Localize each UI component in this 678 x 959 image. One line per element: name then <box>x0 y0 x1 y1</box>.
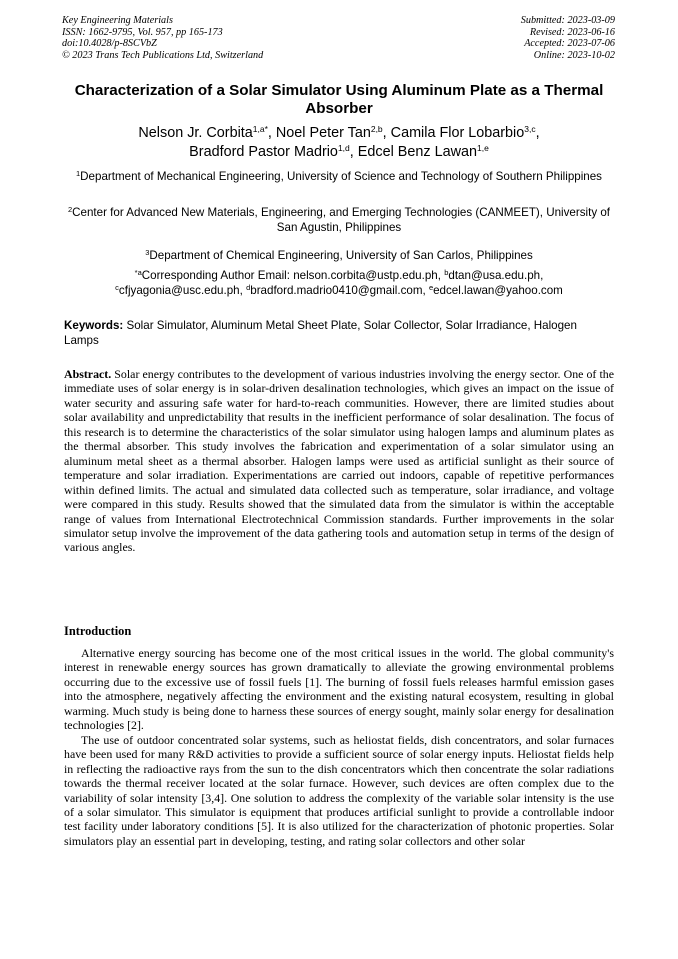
author-sep: , <box>267 125 276 141</box>
affiliation-text: Department of Chemical Engineering, University of San Carlos, Philippines <box>149 249 533 262</box>
paragraph: The use of outdoor concentrated solar systems, such as heliostat fields, dish concentrators, and solar furnaces have been used for many R&D activities to provide a sufficient source of solar energy inputs. Heliostat fields help in reflecting the radioactive rays from the sun to the dish concentrators which then concentrate the solar radiations towards the thermal receiver located at the solar furnace. However, such devices are often complex due to the variability of solar intensity [3,4]. One solution to address the complexity of the variable solar intensity is the use of a solar simulator. This simulator is equipment that produces artificial sunlight to provide a controllable indoor test facility under laboratory conditions [5]. It is also utilized for the characterization of photonic properties. Solar simulators play an essential part in developing, testing, and rating solar collectors and other solar <box>64 732 614 848</box>
journal-info <box>62 15 263 61</box>
email-link[interactable]: dtan@usa.edu.ph <box>448 269 541 282</box>
email-sup: e <box>428 283 434 292</box>
date-online: Online: 2023-10-02 <box>533 49 615 61</box>
author-sup: 1,a* <box>252 124 268 134</box>
email-sup: *a <box>134 268 142 277</box>
email-link[interactable]: nelson.corbita@ustp.edu.ph <box>293 269 438 282</box>
introduction-body <box>64 646 614 848</box>
author-list <box>60 124 618 161</box>
journal-doi: doi:10.4028/p-8SCVbZ <box>62 38 157 50</box>
paper-title: Characterization of a Solar Simulator Using Aluminum Plate as a Thermal Absorber <box>74 82 604 117</box>
email-link[interactable]: cfjyagonia@usc.edu.ph <box>118 284 240 297</box>
email-sup: d <box>246 283 251 292</box>
affiliation-sup: 2 <box>67 205 73 214</box>
abstract-label: Abstract. <box>64 367 112 381</box>
email-sup: c <box>115 283 119 292</box>
paragraph: Alternative energy sourcing has become one of the most critical issues in the world. The global community's interest in renewable energy sources has grown dramatically to alleviate the growing environmental problems occurring due to the excessive use of fossil fuels [1]. The burning of fossil fuels releases harmful emission gases into the atmosphere, negatively affecting the environment and the existing natural ecosystem, resulting in global warming. Much study is being done to harness these sources of energy sought, mainly solar energy for desalination technologies [2]. <box>64 646 614 733</box>
email-link[interactable]: bradford.madrio0410@gmail.com <box>250 284 423 297</box>
author-sep: , <box>535 125 540 141</box>
author-sep: , <box>349 143 358 160</box>
author-sup: 1,d <box>337 142 350 153</box>
keywords-label: Keywords: <box>64 319 124 332</box>
abstract-text: Solar energy contributes to the development of various industries involving the energy sector. One of the immediate uses of solar energy is in solar-driven desalination technologies, which gives an impact on the issue of water security and assuring safe water for hard-to-reach communities. However, there are limited studies about solar availability and unpredictability that results in the inefficient performance of solar desalination. The focus of this research is to determine the characteristics of the solar simulator using halogen lamps and aluminum plates as the thermal absorber. This study involves the fabrication and experimentation of a solar simulator using an aluminum metal sheet as a thermal absorber. Halogen lamps were used as artificial sunlight as their source of temperature and solar irradiation. Experimentations are carried out indoors, capable of repetitive performances within defined limits. The actual and simulated data collected such as temperature, solar irradiance, and voltage were compared in this study. Results showed that the simulated data from the simulator is within the acceptable range of values from International Electrotechnical Commission standards. Further improvements in the solar simulator setup involve the improvement of the data gathering tools and automation setup in terms of the design of various angles. <box>64 367 614 555</box>
author-sep: , <box>382 125 391 141</box>
affiliation-1 <box>64 169 614 184</box>
corresponding-label: Corresponding Author Email: <box>141 269 294 282</box>
author-name: Bradford Pastor Madrio <box>189 143 338 160</box>
journal-issn: ISSN: 1662-9795, Vol. 957, pp 165-173 <box>62 26 223 38</box>
author-name: Nelson Jr. Corbita <box>138 125 253 141</box>
author-name: Noel Peter Tan <box>275 125 371 141</box>
author-name: Edcel Benz Lawan <box>357 143 477 160</box>
journal-name: Key Engineering Materials <box>62 15 173 26</box>
affiliation-sup: 1 <box>76 169 81 178</box>
date-accepted: Accepted: 2023-07-06 <box>524 38 615 50</box>
journal-copyright: © 2023 Trans Tech Publications Ltd, Switzerland <box>62 49 264 61</box>
author-sup: 1,e <box>476 142 489 153</box>
author-sup: 2,b <box>370 124 383 134</box>
affiliation-text: Department of Mechanical Engineering, University of Science and Technology of Southern Philippines <box>80 170 602 183</box>
email-sup: b <box>444 268 449 277</box>
affiliation-sup: 3 <box>145 248 150 257</box>
keywords-text: Solar Simulator, Aluminum Metal Sheet Plate, Solar Collector, Solar Irradiance, Halogen Lamps <box>64 319 577 347</box>
author-name: Camila Flor Lobarbio <box>390 125 525 141</box>
affiliation-text: Center for Advanced New Materials, Engineering, and Emerging Technologies (CANMEET), University of San Agustin, Philippines <box>72 206 611 234</box>
author-sup: 3,c <box>524 124 536 134</box>
email-link[interactable]: edcel.lawan@yahoo.com <box>433 284 563 297</box>
keywords <box>64 318 614 348</box>
submission-dates <box>521 15 615 61</box>
date-revised: Revised: 2023-06-16 <box>529 26 615 38</box>
section-heading-introduction: Introduction <box>64 624 132 638</box>
abstract <box>64 367 614 555</box>
affiliation-3 <box>64 248 614 263</box>
corresponding-emails: $^{*a}$Corresponding Author Email: nelson.corbita@ustp.edu.ph, $^b$dtan@usa.edu.ph, $^c$cfjyagonia@usc.edu.ph, $^d$bradford.madrio0410@gmail.com, $^e$edcel.lawan@yahoo.com <box>115 268 563 297</box>
affiliation-2 <box>64 205 614 235</box>
date-submitted: Submitted: 2023-03-09 <box>520 15 615 26</box>
